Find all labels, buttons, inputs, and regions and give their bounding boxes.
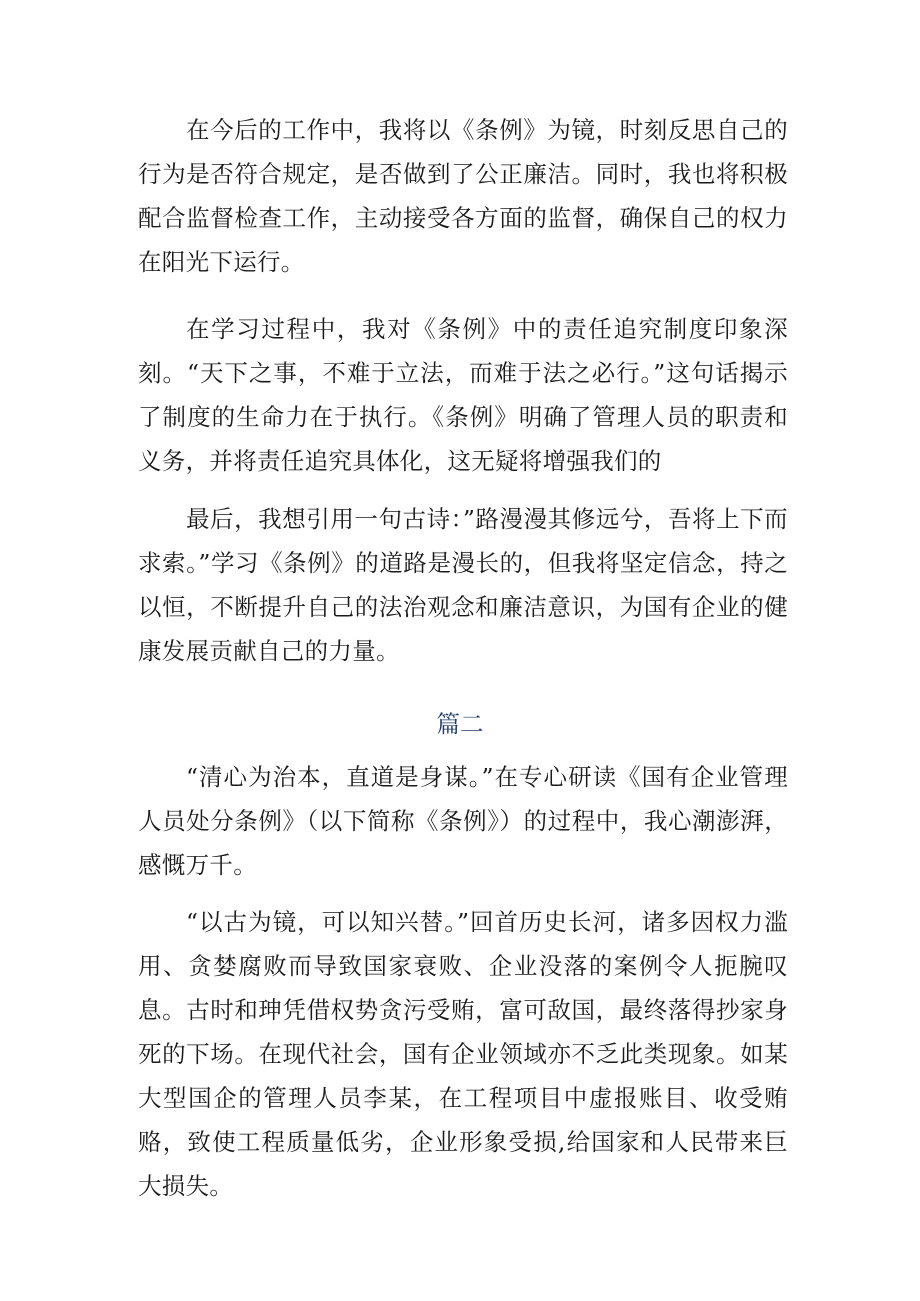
paragraph-accountability: 在学习过程中，我对《条例》中的责任追究制度印象深刻。“天下之事，不难于立法，而难于法之必行。”这句话揭示了制度的生命力在于执行。《条例》明确了管理人员的职责和义务，并将责任追究具体化，这无疑将增强我们的 (138, 315, 788, 475)
paragraph-reflection: 在今后的工作中，我将以《条例》为镜，时刻反思自己的行为是否符合规定，是否做到了公正廉洁。同时，我也将积极配合监督检查工作，主动接受各方面的监督，确保自己的权力在阳光下运行。 (138, 116, 788, 276)
paragraph-opening-quote: “清心为治本，直道是身谋。”在专心研读《国有企业管理人员处分条例》（以下简称《条例》）的过程中，我心潮澎湃，感慨万千。 (138, 763, 788, 879)
section-heading: 篇二 (436, 710, 484, 738)
paragraph-history-cases: “以古为镜，可以知兴替。”回首历史长河，诸多因权力滥用、贪婪腐败而导致国家衰败、企业没落的案例令人扼腕叹息。古时和珅凭借权势贪污受贿，富可敌国，最终落得抄家身死的下场。在现代社会，国有企业领域亦不乏此类现象。如某大型国企的管理人员李某，在工程项目中虚报账目、收受贿赂，致使工程质量低劣，企业形象受损,给国家和人民带来巨大损失。 (138, 908, 788, 1200)
paragraph-conclusion: 最后，我想引用一句古诗：”路漫漫其修远兮，吾将上下而求索。”学习《条例》的道路是漫长的，但我将坚定信念，持之以恒，不断提升自己的法治观念和廉洁意识，为国有企业的健康发展贡献自己的力量。 (138, 505, 788, 665)
